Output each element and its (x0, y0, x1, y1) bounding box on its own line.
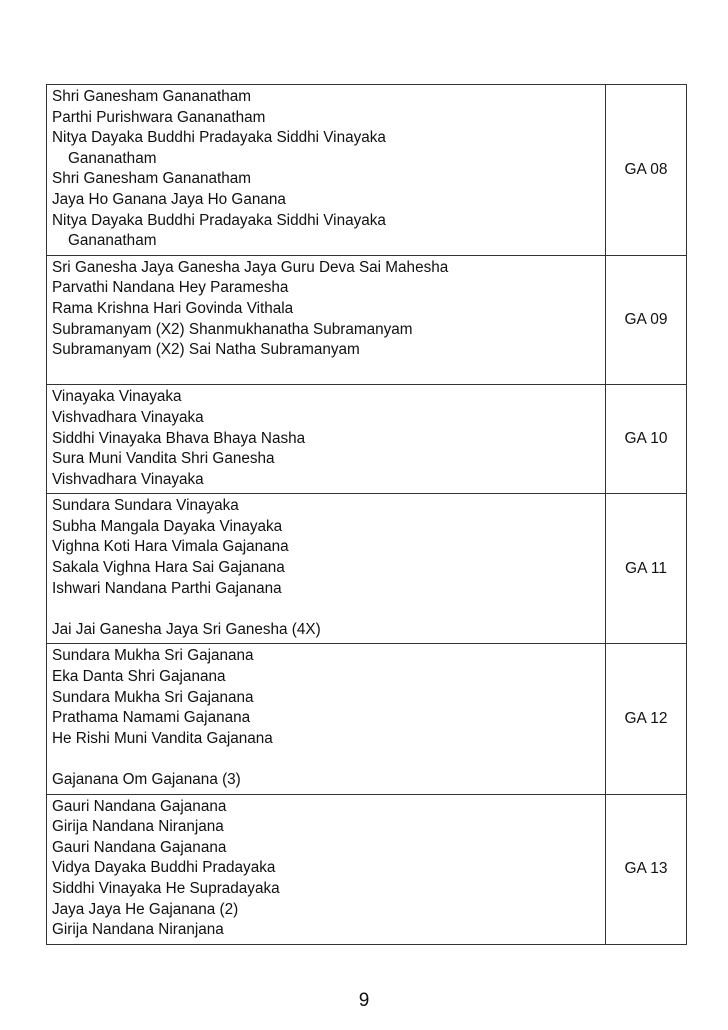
lyric-line: Girija Nandana Niranjana (52, 818, 224, 836)
page-number: 9 (358, 990, 370, 1011)
song-row (47, 385, 687, 494)
song-row (47, 255, 687, 385)
lyric-line: Subramanyam (X2) Shanmukhanatha Subramanyam (52, 320, 413, 338)
lyric-line (52, 361, 601, 382)
song-row (47, 794, 687, 944)
lyric-line: Jai Jai Ganesha Jaya Sri Ganesha (4X) (52, 620, 321, 638)
lyric-line: Shri Ganesham Gananatham (52, 170, 251, 188)
lyric-line (52, 749, 601, 770)
song-lyrics (47, 494, 606, 644)
bhajan-table (46, 84, 687, 945)
lyric-line: Vighna Koti Hara Vimala Gajanana (52, 538, 289, 556)
lyric-line (52, 599, 601, 620)
lyric-line: Ishwari Nandana Parthi Gajanana (52, 579, 282, 597)
lyric-line: Jaya Ho Ganana Jaya Ho Ganana (52, 190, 286, 208)
lyric-line: Sri Ganesha Jaya Ganesha Jaya Guru Deva Sai Mahesha (52, 258, 449, 276)
lyric-line: Subha Mangala Dayaka Vinayaka (52, 517, 283, 535)
song-row (47, 644, 687, 794)
song-lyrics (47, 255, 606, 385)
song-code: GA 12 (606, 644, 687, 794)
bhajan-table-body (47, 85, 687, 945)
song-lyrics (47, 385, 606, 494)
lyric-line: Sundara Sundara Vinayaka (52, 497, 239, 515)
lyric-line: Vishvadhara Vinayaka (52, 408, 204, 426)
lyric-line: Girija Nandana Niranjana (52, 921, 224, 939)
song-row (47, 494, 687, 644)
lyric-line: Eka Danta Shri Gajanana (52, 668, 226, 686)
lyric-line: Nitya Dayaka Buddhi Pradayaka Siddhi Vinayaka (52, 211, 386, 229)
lyric-line: Sundara Mukha Sri Gajanana (52, 647, 254, 665)
song-code: GA 13 (606, 794, 687, 944)
song-code: GA 11 (606, 494, 687, 644)
lyric-line: Nitya Dayaka Buddhi Pradayaka Siddhi Vinayaka (52, 129, 386, 147)
lyric-line: Gananatham (68, 232, 157, 250)
lyric-line: Vinayaka Vinayaka (52, 388, 182, 406)
song-lyrics (47, 794, 606, 944)
song-row (47, 85, 687, 256)
lyric-line: Sundara Mukha Sri Gajanana (52, 688, 254, 706)
song-code: GA 09 (606, 255, 687, 385)
lyric-line: Vidya Dayaka Buddhi Pradayaka (52, 859, 276, 877)
lyric-line: Rama Krishna Hari Govinda Vithala (52, 299, 294, 317)
lyric-line: Subramanyam (X2) Sai Natha Subramanyam (52, 341, 360, 359)
lyric-line: Prathama Namami Gajanana (52, 709, 251, 727)
lyric-line: Parvathi Nandana Hey Paramesha (52, 279, 289, 297)
lyric-line: Siddhi Vinayaka He Supradayaka (52, 879, 280, 897)
lyric-line: Gauri Nandana Gajanana (52, 838, 227, 856)
lyric-line: Sura Muni Vandita Shri Ganesha (52, 450, 275, 468)
lyric-line: He Rishi Muni Vandita Gajanana (52, 729, 273, 747)
lyric-line: Vishvadhara Vinayaka (52, 470, 204, 488)
lyric-line: Siddhi Vinayaka Bhava Bhaya Nasha (52, 429, 306, 447)
lyric-line: Sakala Vighna Hara Sai Gajanana (52, 559, 285, 577)
lyric-line: Parthi Purishwara Gananatham (52, 108, 266, 126)
song-lyrics (47, 85, 606, 256)
song-code: GA 10 (606, 385, 687, 494)
song-lyrics (47, 644, 606, 794)
lyric-line: Gauri Nandana Gajanana (52, 797, 227, 815)
lyric-line: Gananatham (68, 149, 157, 167)
lyric-line: Shri Ganesham Gananatham (52, 88, 251, 105)
lyric-line: Gajanana Om Gajanana (3) (52, 771, 241, 788)
song-code: GA 08 (606, 85, 687, 256)
lyric-line: Jaya Jaya He Gajanana (2) (52, 900, 239, 918)
